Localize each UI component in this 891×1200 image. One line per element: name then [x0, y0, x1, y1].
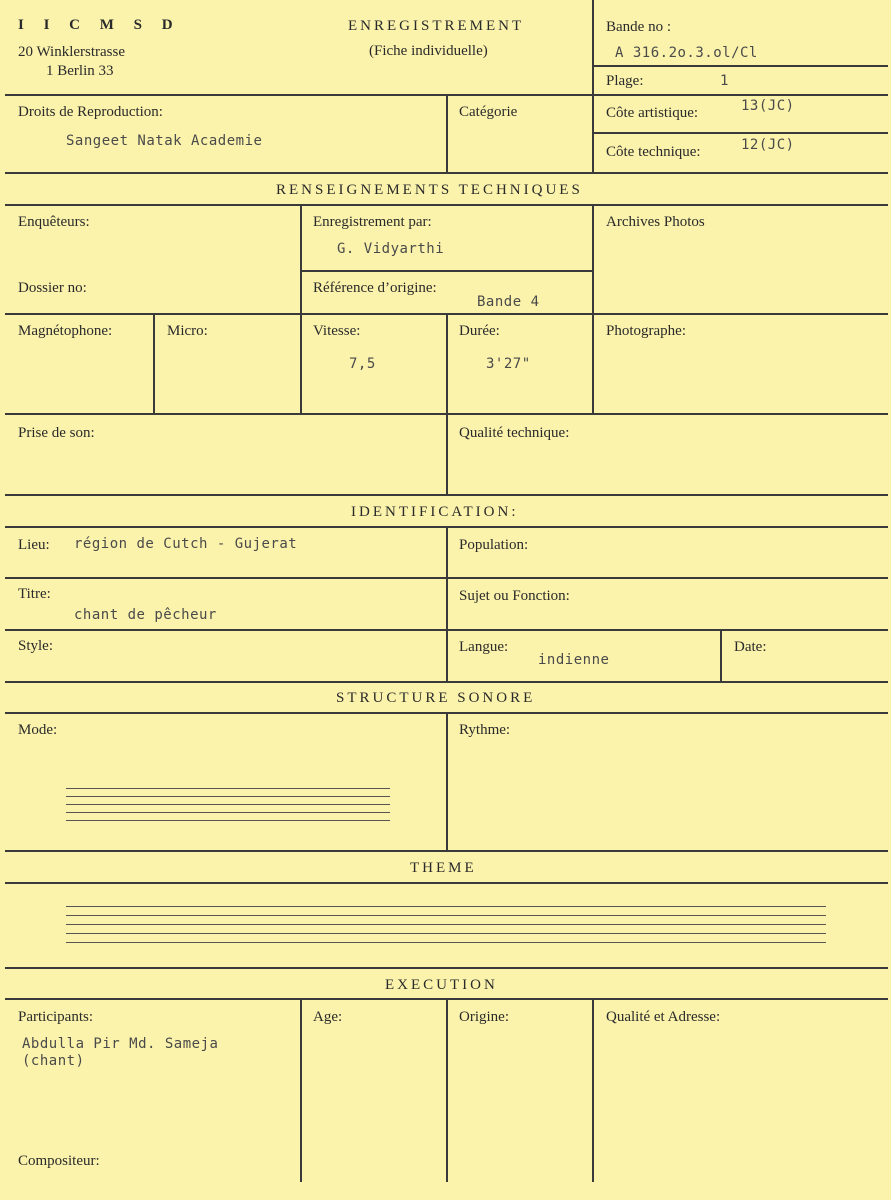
rule-ident-v	[446, 526, 448, 681]
rule-prise-v	[446, 413, 448, 494]
participants-value: Abdulla Pir Md. Sameja (chant)	[22, 1036, 219, 1069]
participants-label: Participants:	[18, 1009, 93, 1025]
titre-label: Titre:	[18, 586, 51, 602]
compositeur-label: Compositeur:	[18, 1153, 100, 1169]
duree-value: 3'27"	[486, 356, 531, 372]
titre-value: chant de pêcheur	[74, 607, 217, 623]
institution-logo: I I C M S D	[18, 17, 181, 33]
enregistrement-par-value: G. Vidyarthi	[337, 241, 445, 257]
technical-heading: RENSEIGNEMENTS TECHNIQUES	[276, 182, 583, 198]
bande-value: A 316.2o.3.ol/Cl	[615, 45, 758, 61]
cote-artistique-value: 13(JC)	[741, 98, 795, 114]
qualite-technique-label: Qualité technique:	[459, 425, 570, 441]
rule-rights-bottom	[5, 172, 888, 174]
rule-ident-bottom	[5, 681, 888, 683]
rights-value: Sangeet Natak Academie	[66, 133, 263, 149]
date-label: Date:	[734, 639, 767, 655]
qualite-adresse-label: Qualité et Adresse:	[606, 1009, 721, 1025]
cote-technique-label: Côte technique:	[606, 144, 701, 160]
rule-tech-heading-bottom	[5, 204, 888, 206]
rule-theme-bottom	[5, 967, 888, 969]
langue-value: indienne	[538, 652, 610, 668]
lieu-value: région de Cutch - Gujerat	[74, 536, 298, 552]
rule-tech-v2	[592, 204, 594, 413]
enqueteurs-label: Enquêteurs:	[18, 214, 90, 230]
rythme-label: Rythme:	[459, 722, 511, 738]
style-label: Style:	[18, 638, 54, 654]
rule-structure-bottom	[5, 850, 888, 852]
rule-theme-heading-bottom	[5, 882, 888, 884]
reference-origine-value: Bande 4	[477, 294, 540, 310]
rule-structure-v	[446, 712, 448, 850]
mode-label: Mode:	[18, 722, 58, 738]
bande-label: Bande no :	[606, 19, 671, 35]
lieu-label: Lieu:	[18, 537, 50, 553]
plage-value: 1	[720, 73, 729, 89]
address-line-1: 20 Winklerstrasse	[18, 44, 126, 60]
photographe-label: Photographe:	[606, 323, 686, 339]
rule-tech-bottom	[5, 494, 888, 496]
duree-label: Durée:	[459, 323, 500, 339]
plage-label: Plage:	[606, 73, 644, 89]
rule-exec-v2	[446, 998, 448, 1182]
magnetophone-label: Magnétophone:	[18, 323, 113, 339]
rule-bande-plage	[592, 65, 888, 67]
execution-heading: EXECUTION	[385, 977, 498, 993]
vitesse-label: Vitesse:	[313, 323, 361, 339]
reference-origine-label: Référence d’origine:	[313, 280, 437, 296]
langue-label: Langue:	[459, 639, 509, 655]
rule-exec-v3	[592, 998, 594, 1182]
dossier-label: Dossier no:	[18, 280, 87, 296]
vitesse-value: 7,5	[349, 356, 376, 372]
rule-tech-v4	[446, 313, 448, 413]
rule-enreg-ref	[300, 270, 593, 272]
population-label: Population:	[459, 537, 529, 553]
origine-label: Origine:	[459, 1009, 509, 1025]
form-title: ENREGISTREMENT	[348, 18, 525, 34]
rule-date-v	[720, 629, 722, 681]
identification-heading: IDENTIFICATION:	[351, 504, 519, 520]
form-subtitle: (Fiche individuelle)	[369, 43, 488, 59]
rule-exec-v1	[300, 998, 302, 1182]
theme-heading: THEME	[410, 860, 477, 876]
rule-tech-v3	[153, 313, 155, 413]
archives-photos-label: Archives Photos	[606, 214, 705, 230]
categorie-label: Catégorie	[459, 104, 518, 120]
rule-header-v	[592, 0, 594, 172]
rule-cote	[592, 132, 888, 134]
structure-sonore-heading: STRUCTURE SONORE	[336, 690, 536, 706]
cote-technique-value: 12(JC)	[741, 137, 795, 153]
rule-categorie-v	[446, 94, 448, 172]
prise-de-son-label: Prise de son:	[18, 425, 95, 441]
micro-label: Micro:	[167, 323, 208, 339]
age-label: Age:	[313, 1009, 343, 1025]
rule-tech-v1	[300, 204, 302, 413]
enregistrement-par-label: Enregistrement par:	[313, 214, 432, 230]
rights-label: Droits de Reproduction:	[18, 104, 163, 120]
cote-artistique-label: Côte artistique:	[606, 105, 699, 121]
sujet-fonction-label: Sujet ou Fonction:	[459, 588, 570, 604]
address-line-2: 1 Berlin 33	[46, 63, 114, 79]
